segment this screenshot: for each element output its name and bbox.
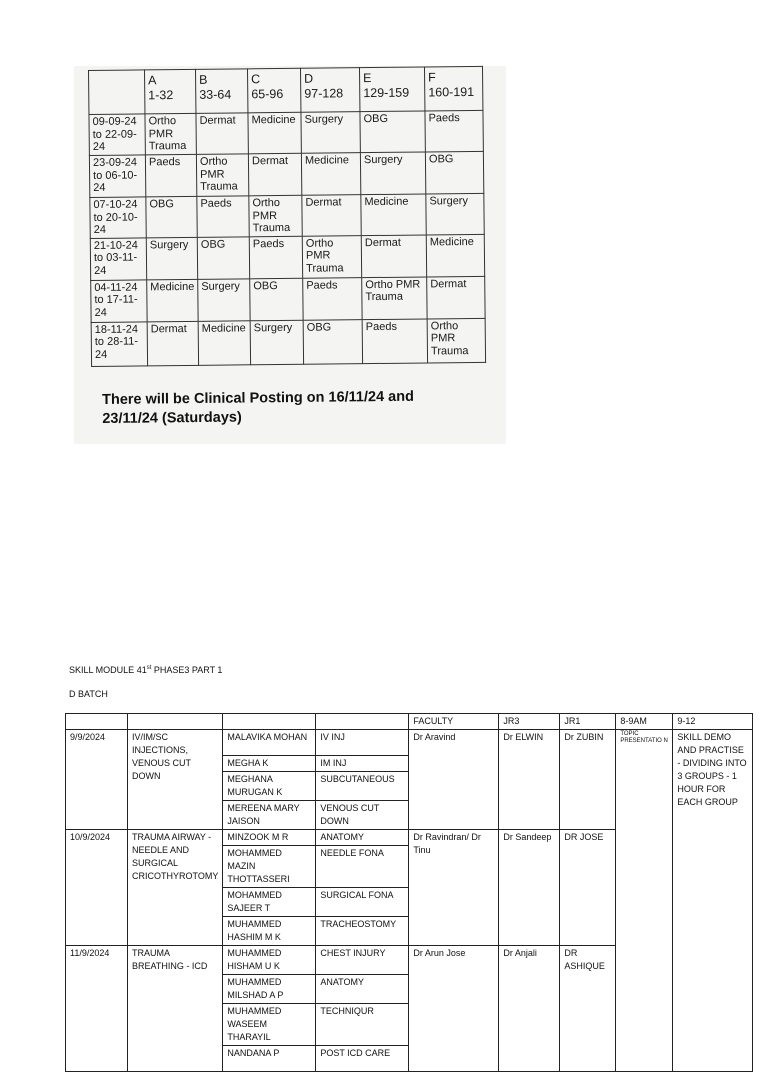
clinical-posting-line1: There will be Clinical Posting on 16/11/24 and bbox=[102, 388, 415, 408]
rotation-cell: Dermat bbox=[302, 195, 361, 236]
rotation-period: 04-11-24 to 17-11-24 bbox=[91, 279, 147, 322]
rotation-cell: Medicine bbox=[147, 279, 198, 322]
student-name: MOHAMMED MAZIN THOTTASSERI bbox=[223, 846, 316, 888]
rotation-cell: Ortho PMR Trauma bbox=[196, 154, 248, 197]
day-topic: TRAUMA AIRWAY - NEEDLE AND SURGICAL CRICOTHYROTOMY bbox=[128, 830, 223, 946]
subtopic: TECHNIQUR bbox=[316, 1004, 409, 1046]
student-name: MALAVIKA MOHAN bbox=[223, 730, 316, 756]
rotation-cell: Dermat bbox=[248, 153, 301, 196]
rotation-cell: Paeds bbox=[145, 154, 196, 197]
rotation-row bbox=[91, 276, 485, 322]
day-date: 11/9/2024 bbox=[66, 946, 128, 1072]
batch-label: D BATCH bbox=[69, 689, 108, 699]
rotation-cell: Paeds bbox=[249, 236, 302, 279]
jr3-name: Dr Anjali bbox=[499, 946, 560, 1072]
rotation-cell: Paeds bbox=[197, 196, 249, 237]
clinical-posting-line2: 23/11/24 (Saturdays) bbox=[102, 409, 242, 427]
rotation-header-c: C 65-96 bbox=[248, 68, 301, 113]
rotation-cell: Dermat bbox=[196, 113, 248, 155]
rotation-row bbox=[89, 151, 483, 197]
header-topic bbox=[128, 714, 223, 730]
rotation-cell: Ortho PMR Trauma bbox=[145, 113, 196, 155]
student-name: MUHAMMED HASHIM M K bbox=[223, 917, 316, 946]
schedule-header-row bbox=[66, 714, 753, 730]
rotation-cell: OBG bbox=[425, 151, 483, 194]
jr3-name: Dr Sandeep bbox=[499, 830, 560, 946]
student-name: MUHAMMED WASEEM THARAYIL bbox=[223, 1004, 316, 1046]
rotation-period: 21-10-24 to 03-11-24 bbox=[90, 237, 146, 280]
rotation-cell: Dermat bbox=[427, 276, 485, 319]
rotation-row bbox=[91, 318, 485, 366]
rotation-header-a: A 1-32 bbox=[145, 69, 196, 114]
rotation-row bbox=[90, 193, 484, 238]
topic-presentation-cell: TOPIC PRESENTATIO N bbox=[616, 730, 673, 1072]
student-name: MOHAMMED SAJEER T bbox=[223, 888, 316, 917]
header-jr1: JR1 bbox=[560, 714, 616, 730]
rotation-period: 23-09-24 to 06-10-24 bbox=[89, 155, 145, 198]
day-date: 9/9/2024 bbox=[66, 730, 128, 830]
subtopic: VENOUS CUT DOWN bbox=[316, 801, 409, 830]
faculty-name: Dr Ravindran/ Dr Tinu bbox=[409, 830, 499, 946]
subtopic: SUBCUTANEOUS bbox=[316, 772, 409, 801]
subtopic: SURGICAL FONA bbox=[316, 888, 409, 917]
rotation-cell: Surgery bbox=[250, 320, 303, 365]
subtopic: ANATOMY bbox=[316, 975, 409, 1004]
header-date bbox=[66, 714, 128, 730]
rotation-header-row bbox=[89, 66, 483, 114]
table-row bbox=[66, 730, 753, 756]
rotation-cell: OBG bbox=[303, 319, 362, 364]
student-name: MEGHANA MURUGAN K bbox=[223, 772, 316, 801]
rotation-cell: Surgery bbox=[146, 237, 197, 280]
faculty-name: Dr Aravind bbox=[409, 730, 499, 830]
header-slot-9-12: 9-12 bbox=[673, 714, 753, 730]
rotation-cell: OBG bbox=[197, 236, 249, 279]
subtopic: ANATOMY bbox=[316, 830, 409, 846]
student-name: MEGHA K bbox=[223, 756, 316, 772]
rotation-period: 07-10-24 to 20-10-24 bbox=[90, 197, 146, 238]
rotation-header-corner bbox=[89, 70, 145, 115]
subtopic: IM INJ bbox=[316, 756, 409, 772]
jr1-name: DR JOSE bbox=[560, 830, 616, 946]
subtopic: NEEDLE FONA bbox=[316, 846, 409, 888]
rotation-table bbox=[88, 66, 486, 367]
day-topic: TRAUMA BREATHING - ICD bbox=[128, 946, 223, 1072]
day-date: 10/9/2024 bbox=[66, 830, 128, 946]
student-name: MEREENA MARY JAISON bbox=[223, 801, 316, 830]
rotation-cell: Paeds bbox=[425, 110, 483, 152]
rotation-header-b: B 33-64 bbox=[196, 69, 248, 114]
rotation-period: 18-11-24 to 28-11-24 bbox=[91, 321, 147, 366]
rotation-cell: Surgery bbox=[360, 152, 425, 195]
rotation-cell: OBG bbox=[250, 278, 303, 321]
rotation-header-f: F 160-191 bbox=[425, 66, 483, 111]
skill-schedule-table bbox=[65, 713, 753, 1072]
skill-demo-cell: SKILL DEMO AND PRACTISE - DIVIDING INTO 3 GROUPS - 1 HOUR FOR EACH GROUP bbox=[673, 730, 753, 1072]
jr1-name: Dr ZUBIN bbox=[560, 730, 616, 830]
clinical-posting-note bbox=[102, 388, 414, 429]
rotation-cell: Surgery bbox=[301, 112, 360, 154]
rotation-row bbox=[90, 234, 484, 280]
rotation-cell: Medicine bbox=[248, 112, 301, 154]
header-subtopic bbox=[316, 714, 409, 730]
rotation-cell: Medicine bbox=[198, 320, 250, 365]
rotation-cell: Paeds bbox=[303, 277, 362, 320]
faculty-name: Dr Arun Jose bbox=[409, 946, 499, 1072]
rotation-header-e: E 129-159 bbox=[360, 67, 425, 112]
rotation-cell: Dermat bbox=[361, 234, 426, 277]
rotation-cell: Dermat bbox=[147, 321, 198, 366]
jr3-name: Dr ELWIN bbox=[499, 730, 560, 830]
header-student bbox=[223, 714, 316, 730]
rotation-cell: Medicine bbox=[426, 234, 484, 277]
header-jr3: JR3 bbox=[499, 714, 560, 730]
rotation-period: 09-09-24 to 22-09-24 bbox=[89, 114, 145, 156]
subtopic: CHEST INJURY bbox=[316, 946, 409, 975]
header-slot-8-9: 8-9AM bbox=[616, 714, 673, 730]
rotation-cell: Ortho PMR Trauma bbox=[362, 276, 427, 319]
jr1-name: DR ASHIQUE bbox=[560, 946, 616, 1072]
rotation-table-wrapper bbox=[88, 66, 486, 367]
rotation-cell: OBG bbox=[146, 196, 197, 237]
rotation-header-d: D 97-128 bbox=[301, 68, 360, 113]
student-name: MUHAMMED MILSHAD A P bbox=[223, 975, 316, 1004]
subtopic: TRACHEOSTOMY bbox=[316, 917, 409, 946]
rotation-cell: OBG bbox=[360, 111, 425, 153]
skill-module-title: SKILL MODULE 41st PHASE3 PART 1 bbox=[69, 665, 223, 675]
student-name: NANDANA P bbox=[223, 1046, 316, 1072]
subtopic: IV INJ bbox=[316, 730, 409, 756]
header-faculty: FACULTY bbox=[409, 714, 499, 730]
rotation-cell: Paeds bbox=[362, 318, 427, 363]
rotation-cell: Medicine bbox=[301, 153, 360, 196]
day-topic: IV/IM/SC INJECTIONS, VENOUS CUT DOWN bbox=[128, 730, 223, 830]
rotation-cell: Medicine bbox=[361, 194, 426, 235]
student-name: MUHAMMED HISHAM U K bbox=[223, 946, 316, 975]
rotation-cell: Ortho PMR Trauma bbox=[427, 318, 485, 363]
rotation-cell: Surgery bbox=[198, 278, 250, 321]
rotation-cell: Ortho PMR Trauma bbox=[249, 195, 302, 236]
rotation-row bbox=[89, 110, 483, 155]
rotation-cell: Surgery bbox=[426, 193, 484, 234]
subtopic: POST ICD CARE bbox=[316, 1046, 409, 1072]
rotation-cell: Ortho PMR Trauma bbox=[302, 235, 361, 278]
student-name: MINZOOK M R bbox=[223, 830, 316, 846]
